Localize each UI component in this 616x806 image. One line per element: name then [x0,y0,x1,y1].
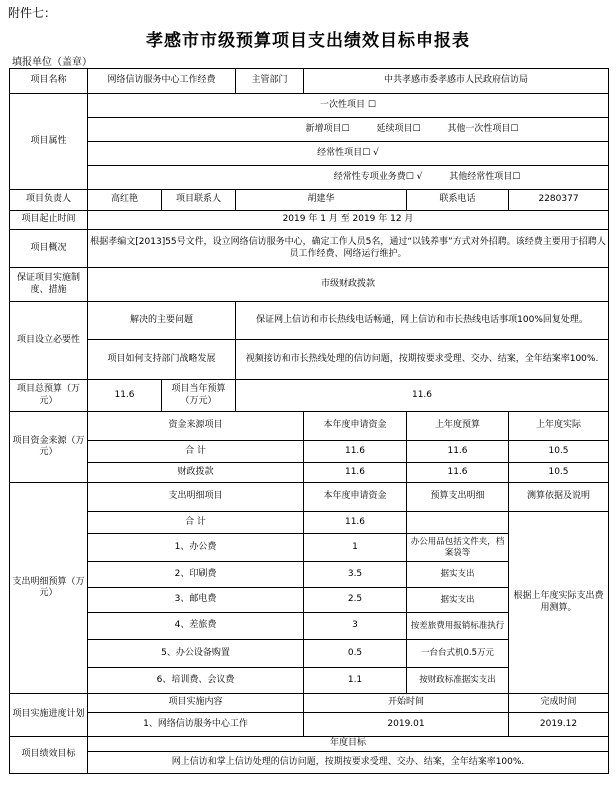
problem-label: 解决的主要问题 [88,302,236,340]
project-attr-label: 项目属性 [10,94,88,190]
goal-row [10,752,609,774]
period-row [10,211,609,230]
expenditure-total-label: 合 计 [88,512,304,534]
schedule-header-row [10,694,609,713]
project-attr-row-4 [10,166,609,190]
overview-label: 项目概况 [10,230,88,268]
schedule-start: 2019.01 [304,713,509,737]
expenditure-header-applied: 本年度申请资金 [304,483,407,512]
project-name-value: 网络信访服务中心工作经费 [88,69,236,94]
expenditure-header-detail: 预算支出明细 [407,483,509,512]
funding-header-row [10,412,609,441]
expenditure-item-amount: 0.5 [304,640,407,668]
expenditure-item-amount: 1.1 [304,668,407,694]
recurring-special-checkbox[interactable]: 经常性专项业务费☐ √ [333,171,423,182]
other-one-time-checkbox[interactable]: 其他一次性项目☐ [447,123,519,134]
goal-header-row [10,737,609,752]
expenditure-item-amount: 3 [304,613,407,640]
expenditure-header-basis: 测算依据及说明 [509,483,609,512]
necessity-row-2 [10,340,609,380]
funding-fiscal-applied: 11.6 [304,463,407,483]
funding-header-last-budget: 上年度预算 [407,412,509,441]
project-attr-row-2 [10,118,609,142]
project-attr-row-3 [10,142,609,166]
one-time-subtypes [88,118,609,142]
schedule-header-start: 开始时间 [304,694,509,713]
contact-value: 胡建华 [236,190,407,211]
funding-header-source: 资金来源项目 [88,412,304,441]
expenditure-total-value: 11.6 [304,512,407,534]
project-name-label: 项目名称 [10,69,88,94]
phone-value: 2280377 [509,190,609,211]
funding-total-last-budget: 11.6 [407,441,509,463]
total-budget-value: 11.6 [88,380,162,412]
overview-row [10,230,609,268]
dept-label: 主管部门 [236,69,304,94]
phone-label: 联系电话 [407,190,509,211]
funding-total-last-actual: 10.5 [509,441,609,463]
problem-value: 保证网上信访和市长热线电话畅通，网上信访和市长热线电话事项100%回复处理。 [236,302,609,340]
necessity-label: 项目设立必要性 [10,302,88,380]
expenditure-item-name: 6、培训费、会议费 [88,668,304,694]
schedule-header-content: 项目实施内容 [88,694,304,713]
period-value: 2019 年 1 月 至 2019 年 12 月 [88,211,609,230]
responsible-value: 高红艳 [88,190,162,211]
expenditure-item-detail: 按差旅费用报销标准执行 [407,613,509,640]
recurring-project-checkbox[interactable]: 经常性项目☐ √ [88,142,609,166]
current-budget-value: 11.6 [236,380,609,412]
one-time-project-checkbox[interactable]: 一次性项目 ☐ [88,94,609,118]
schedule-row [10,713,609,737]
project-attr-row-1 [10,94,609,118]
schedule-content: 1、网络信访服务中心工作 [88,713,304,737]
expenditure-total-row [10,512,609,534]
period-label: 项目起止时间 [10,211,88,230]
expenditure-item-amount: 3.5 [304,562,407,588]
necessity-row-1 [10,302,609,340]
filler-unit-label: 填报单位（盖章） [12,57,92,68]
support-label: 项目如何支持部门战略发展 [88,340,236,380]
recurring-subtypes [88,166,609,190]
expenditure-item-name: 2、印刷费 [88,562,304,588]
expenditure-item-name: 4、差旅费 [88,613,304,640]
attachment-label: 附件七： [8,6,57,20]
contact-label: 项目联系人 [162,190,236,211]
other-recurring-checkbox[interactable]: 其他经常性项目☐ [449,171,521,182]
goal-text: 网上信访和掌上信访处理的信访问题，按期按要求受理、交办、结案，全年结案率100%. [88,752,609,774]
expenditure-header-item: 支出明细项目 [88,483,304,512]
expenditure-header-row [10,483,609,512]
expenditure-item-amount: 2.5 [304,588,407,613]
expenditure-item-name: 3、邮电费 [88,588,304,613]
expenditure-total-detail [407,512,509,534]
funding-total-applied: 11.6 [304,441,407,463]
guarantee-row [10,268,609,302]
expenditure-item-amount: 1 [304,534,407,562]
funding-header-applied: 本年度申请资金 [304,412,407,441]
funding-total-label: 合 计 [88,441,304,463]
total-budget-label: 项目总预算（万元） [10,380,88,412]
budget-row [10,380,609,412]
dept-value: 中共孝感市委孝感市人民政府信访局 [304,69,609,94]
expenditure-item-name: 5、办公设备购置 [88,640,304,668]
page-title: 孝感市市级预算项目支出绩效目标申报表 [146,31,470,51]
funding-fiscal-label: 财政拨款 [88,463,304,483]
funding-fiscal-last-actual: 10.5 [509,463,609,483]
project-name-row [10,69,609,94]
declaration-form-table [9,68,609,774]
overview-text: 根据孝编文[2013]55号文件，设立网络信访服务中心，确定工作人员5名，通过“以钱养事”方式对外招聘。该经费主要用于招聘人员工作经费、网络运行维护。 [88,230,609,268]
schedule-label: 项目实施进度计划 [10,694,88,737]
expenditure-item-detail: 据实支出 [407,588,509,613]
guarantee-value: 市级财政拨款 [88,268,609,302]
expenditure-item-detail: 办公用品包括文件夹，档案袋等 [407,534,509,562]
current-budget-label: 项目当年预算（万元） [162,380,236,412]
expenditure-item-detail: 据实支出 [407,562,509,588]
guarantee-label: 保证项目实施制度、措施 [10,268,88,302]
funding-total-row [10,441,609,463]
funding-fiscal-row [10,463,609,483]
expenditure-label: 支出明细预算（万元） [10,483,88,694]
goal-header: 年度目标 [88,737,609,752]
responsible-label: 项目负责人 [10,190,88,211]
expenditure-item-detail: 按财政标准据实支出 [407,668,509,694]
funding-header-last-actual: 上年度实际 [509,412,609,441]
continued-project-checkbox[interactable]: 延续项目☐ [376,123,421,134]
funding-fiscal-last-budget: 11.6 [407,463,509,483]
schedule-end: 2019.12 [509,713,609,737]
funding-label: 项目资金来源（万元） [10,412,88,483]
expenditure-basis: 根据上年度实际支出费用测算。 [509,512,609,694]
support-value: 视频接访和市长热线处理的信访问题，按期按要求受理、交办、结案，全年结案率100%. [236,340,609,380]
expenditure-item-detail: 一台台式机0.5万元 [407,640,509,668]
schedule-header-end: 完成时间 [509,694,609,713]
responsible-row [10,190,609,211]
expenditure-item-name: 1、办公费 [88,534,304,562]
new-project-checkbox[interactable]: 新增项目☐ [305,123,350,134]
goal-label: 项目绩效目标 [10,737,88,774]
